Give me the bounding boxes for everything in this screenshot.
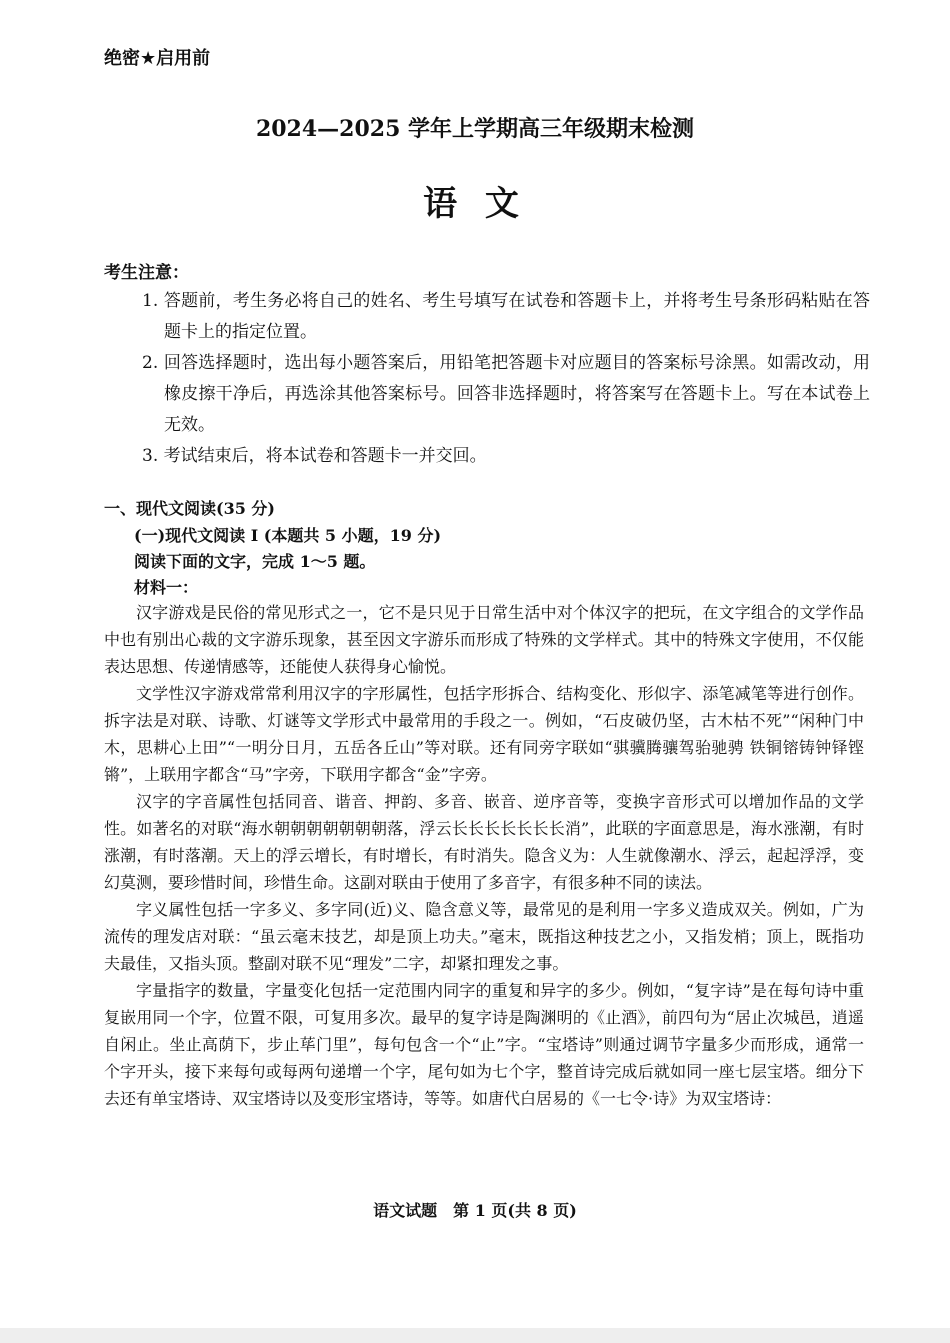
passage-paragraph: 汉字游戏是民俗的常见形式之一，它不是只见于日常生活中对个体汉字的把玩，在文字组合的文学作品中也有别出心裁的文字游乐现象，甚至因文字游乐而形成了特殊的文学样式。其中的特殊文字使用，不仅能表达思想、传递情感等，还能使人获得身心愉悦。: [104, 603, 864, 676]
exam-title: 2024—2025 学年上学期高三年级期末检测: [255, 116, 695, 142]
notice-item: 3. 考试结束后，将本试卷和答题卡一并交回。: [142, 446, 487, 466]
notice-item: 2. 回答选择题时，选出每小题答案后，用铅笔把答题卡对应题目的答案标号涂黑。如需改动，用橡皮擦干净后，再选涂其他答案标号。回答非选择题时，将答案写在答题卡上。写在本试卷上无效。: [142, 353, 870, 435]
passage-paragraph: 汉字的字音属性包括同音、谐音、押韵、多音、嵌音、逆序音等，变换字音形式可以增加作品的文学性。如著名的对联“海水朝朝朝朝朝朝朝落，浮云长长长长长长长消”，此联的字面意思是，海水涨潮，有时涨潮，有时落潮。天上的浮云增长，有时增长，有时消失。隐含义为：人生就像潮水、浮云，起起浮浮，变幻莫测，要珍惜时间，珍惜生命。这副对联由于使用了多音字，有很多种不同的读法。: [104, 792, 864, 892]
notice-item: 1. 答题前，考生务必将自己的姓名、考生号填写在试卷和答题卡上，并将考生号条形码粘贴在答题卡上的指定位置。: [142, 291, 870, 342]
passage-paragraph: 文学性汉字游戏常常利用汉字的字形属性，包括字形拆合、结构变化、形似字、添笔减笔等进行创作。拆字法是对联、诗歌、灯谜等文学形式中最常用的手段之一。例如，“石皮破仍坚，古木枯不死”“闲种门中木，思耕心上田”“一明分日月，五岳各丘山”等对联。还有同旁字联如“骐骥腾骧驾骀驰骋 铁铜镕铸钟铎铿锵”，上联用字都含“马”字旁，下联用字都含“金”字旁。: [104, 684, 864, 784]
notice-list: [142, 286, 870, 472]
confidential-mark: 绝密★启用前: [104, 48, 211, 69]
reading-instruction: 阅读下面的文字，完成 1～5 题。: [134, 552, 376, 571]
material-label: 材料一：: [134, 578, 199, 597]
notice-heading: 考生注意：: [104, 263, 189, 283]
page-footer: 语文试题 第 1 页(共 8 页): [373, 1201, 577, 1220]
reading-passage: [104, 599, 864, 1112]
passage-paragraph: 字义属性包括一字多义、多字同(近)义、隐含意义等，最常见的是利用一字多义造成双关。例如，广为流传的理发店对联：“虽云毫末技艺，却是顶上功夫。”毫末，既指这种技艺之小，又指发梢；顶上，既指功夫最佳，又指头顶。整副对联不见“理发”二字，却紧扣理发之事。: [104, 900, 864, 973]
scan-edge: [0, 1328, 950, 1343]
subject-title: 语 文: [423, 184, 527, 224]
section-heading: 一、现代文阅读(35 分): [104, 499, 275, 518]
passage-paragraph: 字量指字的数量，字量变化包括一定范围内同字的重复和异字的多少。例如，“复字诗”是在每句诗中重复嵌用同一个字，位置不限，可复用多次。最早的复字诗是陶渊明的《止酒》，前四句为“居止次城邑，逍遥自闲止。坐止高荫下，步止荜门里”，每句包含一个“止”字。“宝塔诗”则通过调节字量多少而形成，通常一个字开头，接下来每句或每两句递增一个字，尾句如为七个字，整首诗完成后就如同一座七层宝塔。细分下去还有单宝塔诗、双宝塔诗以及变形宝塔诗，等等。如唐代白居易的《一七令·诗》为双宝塔诗：: [104, 981, 864, 1108]
section-sub-heading: (一)现代文阅读 I (本题共 5 小题，19 分): [134, 526, 442, 545]
